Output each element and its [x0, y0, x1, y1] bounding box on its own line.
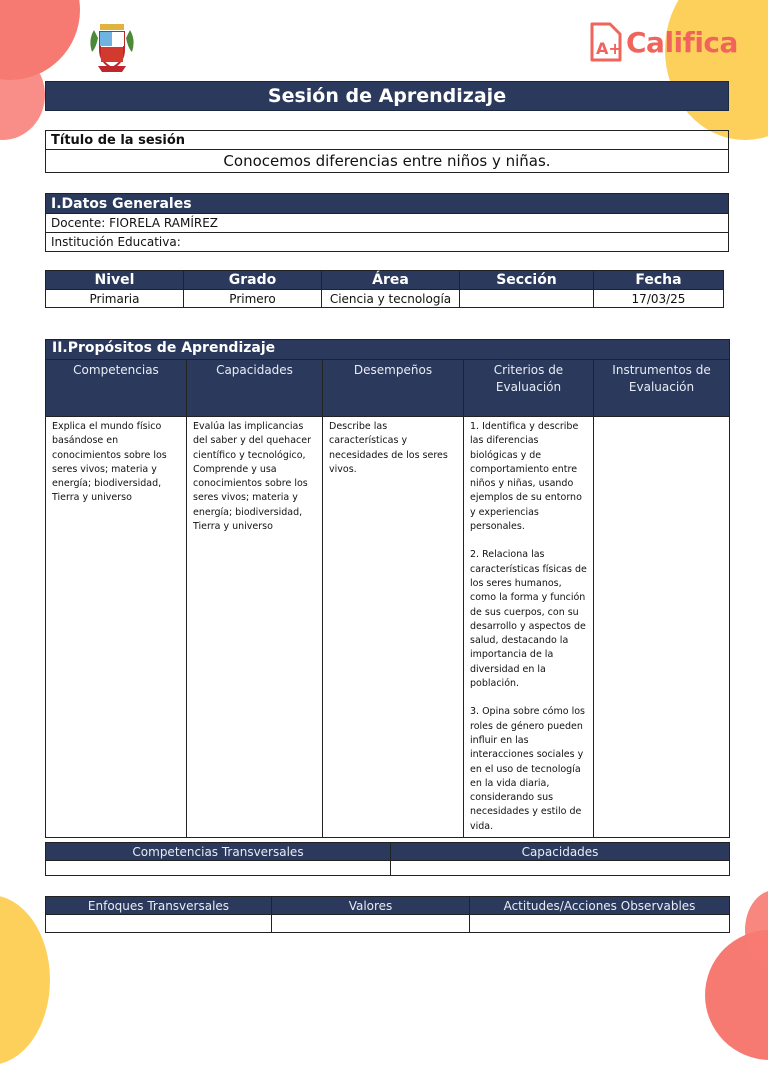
header-nivel: Nivel: [46, 271, 184, 290]
header-capacidades-transversales: Capacidades: [391, 843, 730, 861]
brand-name: Califica: [626, 25, 738, 59]
capacidades-cell: Evalúa las implicancias del saber y del quehacer científico y tecnológico, Comprende y usa conocimientos sobre los seres vivos; materia y energía; biodiversidad, Tierra y universo: [187, 417, 323, 838]
header-actitudes: Actitudes/Acciones Observables: [470, 897, 730, 915]
desempenos-cell: Describe las características y necesidades de los seres vivos.: [323, 417, 464, 838]
value-nivel: Primaria: [46, 290, 184, 308]
header-grado: Grado: [184, 271, 322, 290]
value-grado: Primero: [184, 290, 322, 308]
competencias-transversales-table: [45, 842, 730, 876]
header-desempenos: Desempeños: [323, 360, 464, 417]
criterios-cell: [464, 417, 594, 838]
institucion-field: Institución Educativa:: [46, 233, 729, 252]
nivel-grado-table: [45, 270, 724, 308]
valores-cell: [272, 915, 470, 933]
header-area: Área: [322, 271, 460, 290]
header-criterios: Criterios de Evaluación: [464, 360, 594, 417]
enfoques-transversales-table: [45, 896, 730, 933]
header-competencias-transversales: Competencias Transversales: [46, 843, 391, 861]
decor-blob-bottom-left: [0, 895, 50, 1065]
header-fecha: Fecha: [594, 271, 724, 290]
califica-logo-icon: [588, 20, 624, 64]
datos-generales-table: [45, 193, 729, 252]
propositos-header: II.Propósitos de Aprendizaje: [46, 340, 730, 360]
session-title-table: [45, 130, 729, 173]
competencias-cell: Explica el mundo físico basándose en conocimientos sobre los seres vivos; materia y energía; biodiversidad, Tierra y universo: [46, 417, 187, 838]
instrumentos-cell: [594, 417, 730, 838]
capacidades-transversales-cell: [391, 861, 730, 876]
competencias-transversales-cell: [46, 861, 391, 876]
header-instrumentos: Instrumentos de Evaluación: [594, 360, 730, 417]
header-competencias: Competencias: [46, 360, 187, 417]
datos-generales-header: I.Datos Generales: [46, 194, 729, 214]
enfoques-cell: [46, 915, 272, 933]
value-area: Ciencia y tecnología: [322, 290, 460, 308]
criterio-item: 2. Relaciona las características físicas de los seres humanos, como la forma y función de sus cuerpos, con su desarrollo y aspectos de salud, destacando la importancia de la diversidad en la población.: [470, 549, 587, 690]
header-enfoques: Enfoques Transversales: [46, 897, 272, 915]
criterio-item: 1. Identifica y describe las diferencias biológicas y de comportamiento entre niños y niñas, usando ejemplos de su entorno y experiencias personales.: [470, 421, 582, 533]
value-seccion: [460, 290, 594, 308]
header-capacidades: Capacidades: [187, 360, 323, 417]
header-seccion: Sección: [460, 271, 594, 290]
svg-text:A+: A+: [596, 39, 622, 58]
page-title: Sesión de Aprendizaje: [45, 81, 729, 111]
session-title-value: Conocemos diferencias entre niños y niñas.: [46, 150, 729, 173]
docente-field: Docente: FIORELA RAMÍREZ: [46, 214, 729, 233]
session-title-label: Título de la sesión: [46, 131, 729, 150]
propositos-table: [45, 339, 730, 838]
value-fecha: 17/03/25: [594, 290, 724, 308]
coat-of-arms-icon: [86, 20, 138, 74]
criterio-item: 3. Opina sobre cómo los roles de género pueden influir en las interacciones sociales y en el uso de tecnología en la vida diaria, considerando sus necesidades y estilo de vida.: [470, 706, 585, 832]
header-valores: Valores: [272, 897, 470, 915]
actitudes-cell: [470, 915, 730, 933]
califica-logo: [588, 20, 738, 64]
